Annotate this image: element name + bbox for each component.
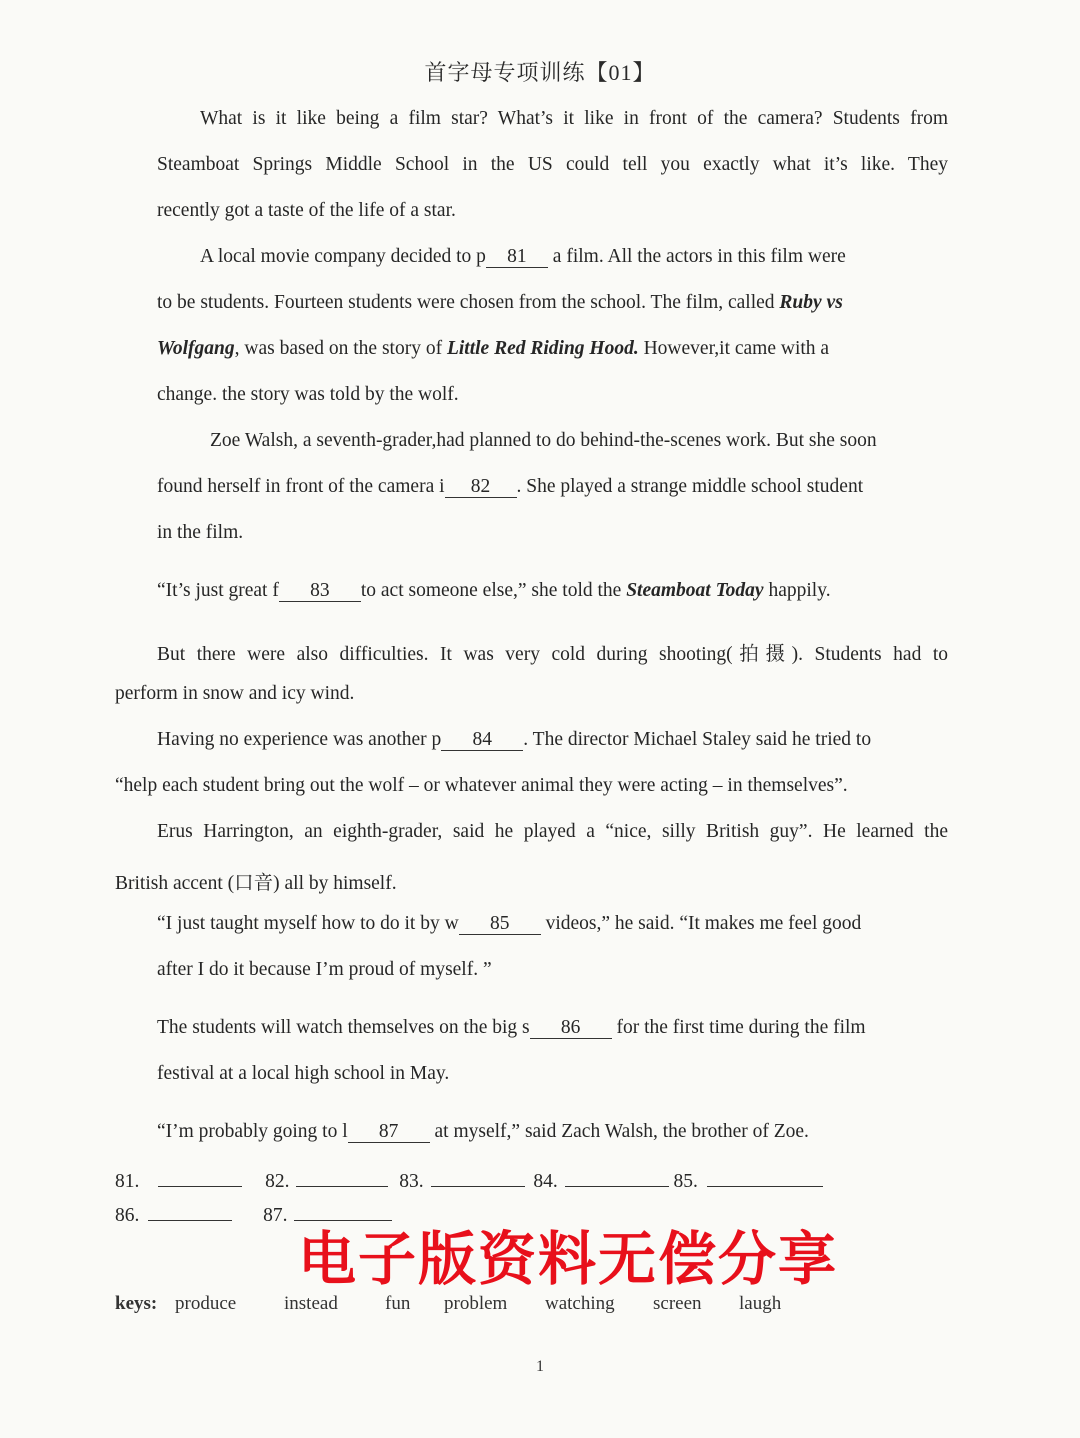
p9-line1-end: for the first time during the film: [611, 1017, 866, 1038]
page-title: 首字母专项训练【01】: [424, 60, 656, 85]
key-word-7: laugh: [739, 1293, 782, 1314]
p1-line3: recently got a taste of the life of a star.: [157, 200, 456, 221]
p2-line3-end: However,it came with a: [638, 338, 830, 359]
p10-end: at myself,” said Zach Walsh, the brother of Zoe.: [429, 1121, 809, 1142]
answer-label-85: 85.: [673, 1171, 698, 1192]
key-word-3: fun: [385, 1293, 411, 1314]
p2-line2-text: to be students. Fourteen students were chosen from the school. The film, called: [157, 292, 780, 313]
key-word-6: screen: [653, 1293, 702, 1314]
p7-line1: Erus Harrington, an eighth-grader, said he played a “nice, silly British guy”. He learned the: [157, 821, 948, 842]
p2-line1-start: A local movie company decided to p: [200, 246, 486, 267]
key-word-5: watching: [545, 1293, 615, 1314]
p4-line1: [157, 580, 831, 602]
p9-line1: [157, 1017, 866, 1039]
answer-line-86[interactable]: [148, 1200, 232, 1221]
key-word-4: problem: [444, 1293, 508, 1314]
p3-line3: in the film.: [157, 522, 244, 543]
answer-label-84: 84.: [533, 1171, 558, 1192]
p3-line2-end: . She played a strange middle school student: [516, 476, 864, 497]
p6-line2: “help each student bring out the wolf – or whatever animal they were acting – in themselves”.: [115, 775, 848, 796]
p9-line2: festival at a local high school in May.: [157, 1063, 450, 1084]
answer-line-83[interactable]: [431, 1166, 525, 1187]
p6-line1: [157, 729, 871, 751]
p8-line2: after I do it because I’m proud of myself. ”: [157, 959, 492, 980]
p4-mid: to act someone else,” she told the: [360, 580, 627, 601]
page-number: 1: [536, 1358, 544, 1375]
p1-line1: What is it like being a film star? What’s it like in front of the camera? Students from: [200, 108, 948, 129]
p2-line3-text: , was based on the story of: [234, 338, 447, 359]
blank-87[interactable]: 87: [348, 1122, 430, 1143]
p8-line1-end: videos,” he said. “It makes me feel good: [540, 913, 862, 934]
p4-start: “It’s just great f: [157, 580, 279, 601]
promo-banner: 电子版资料无偿分享: [298, 1225, 839, 1293]
p5-line1: But there were also difficulties. It was very cold during shooting(拍摄). Students had to: [157, 644, 948, 665]
p5-line2: perform in snow and icy wind.: [115, 683, 355, 704]
p4-end: happily.: [763, 580, 831, 601]
p10-start: “I’m probably going to l: [157, 1121, 348, 1142]
p2-line3: [157, 338, 829, 360]
p3-line2-start: found herself in front of the camera i: [157, 476, 445, 497]
answer-row-1: [115, 1166, 823, 1193]
p10-line1: [157, 1121, 809, 1143]
film-title-part1: Ruby vs: [779, 292, 843, 313]
blank-81[interactable]: 81: [486, 247, 548, 268]
p3-line2: [157, 476, 863, 498]
blank-85[interactable]: 85: [459, 914, 541, 935]
p7-line2: British accent (口音) all by himself.: [115, 873, 397, 894]
answer-label-86: 86.: [115, 1205, 140, 1226]
answer-line-85[interactable]: [707, 1166, 823, 1187]
answer-label-87: 87.: [263, 1205, 288, 1226]
blank-84[interactable]: 84: [441, 730, 523, 751]
answer-line-81[interactable]: [158, 1166, 242, 1187]
answer-label-81: 81.: [115, 1171, 140, 1192]
answer-label-82: 82.: [265, 1171, 290, 1192]
p2-line1: [200, 246, 846, 268]
key-word-2: instead: [284, 1293, 338, 1314]
p8-line1-start: “I just taught myself how to do it by w: [157, 913, 459, 934]
p2-line4: change. the story was told by the wolf.: [157, 384, 459, 405]
film-title-part2: Wolfgang: [157, 338, 235, 359]
p6-line1-end: . The director Michael Staley said he tried to: [523, 729, 872, 750]
story-title: Little Red Riding Hood.: [446, 338, 639, 359]
p2-line2: [157, 292, 843, 314]
blank-82[interactable]: 82: [445, 477, 517, 498]
blank-83[interactable]: 83: [279, 581, 361, 602]
answer-label-83: 83.: [399, 1171, 424, 1192]
p3-line1: Zoe Walsh, a seventh-grader,had planned to do behind-the-scenes work. But she soon: [210, 430, 877, 451]
answer-line-84[interactable]: [565, 1166, 669, 1187]
key-word-1: produce: [175, 1293, 237, 1314]
answer-line-82[interactable]: [296, 1166, 388, 1187]
newspaper-name: Steamboat Today: [626, 580, 764, 601]
p9-line1-start: The students will watch themselves on the big s: [157, 1017, 530, 1038]
p1-line2: Steamboat Springs Middle School in the US could tell you exactly what it’s like. They: [157, 154, 948, 175]
p6-line1-start: Having no experience was another p: [157, 729, 442, 750]
p8-line1: [157, 913, 861, 935]
p2-line1-end: a film. All the actors in this film were: [547, 246, 846, 267]
keys-label: keys:: [115, 1293, 158, 1314]
blank-86[interactable]: 86: [530, 1018, 612, 1039]
